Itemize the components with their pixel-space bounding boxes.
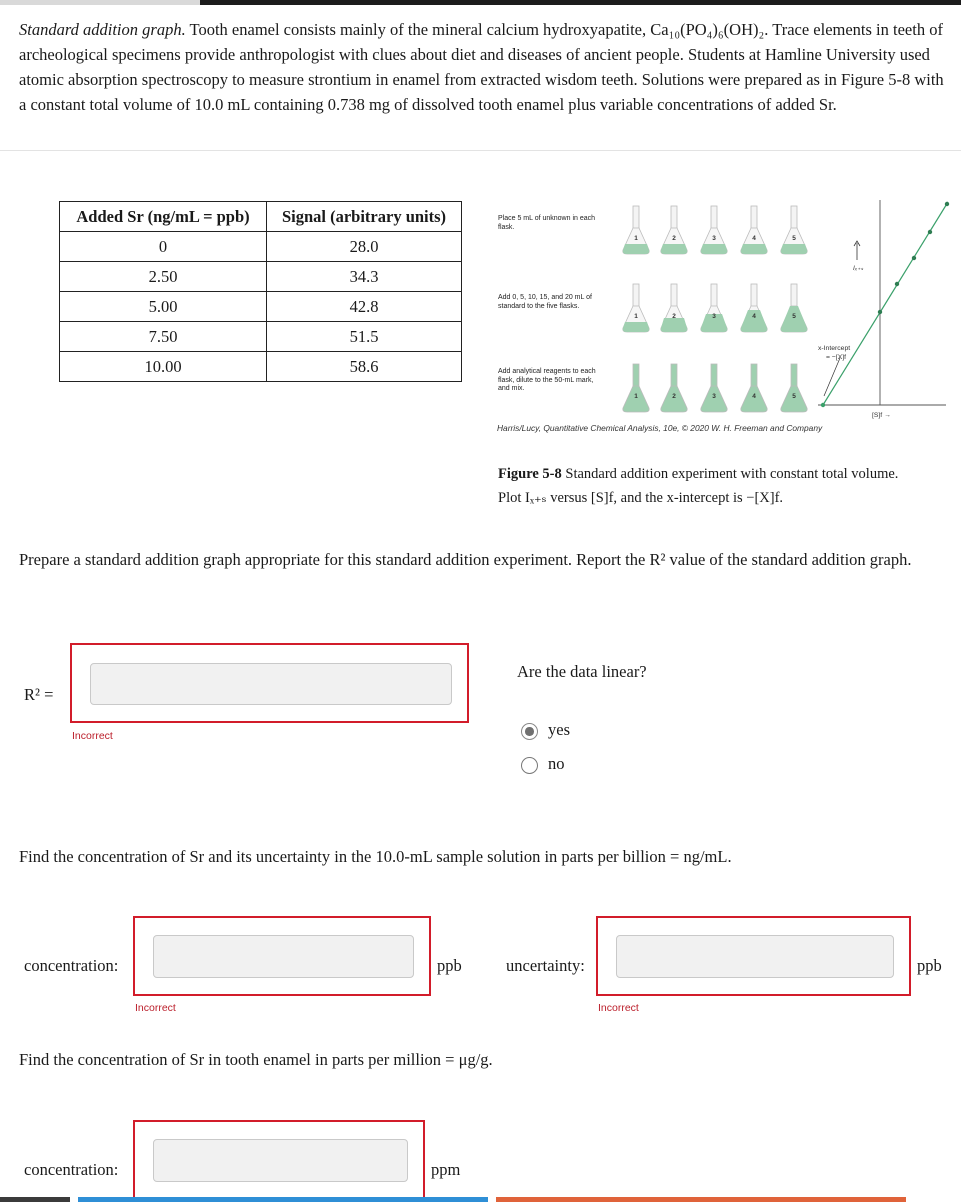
flask-label: 3: [712, 393, 716, 400]
concentration-ppm-unit: ppm: [431, 1160, 461, 1179]
flask-row-1: [623, 206, 807, 254]
graph-point: [895, 282, 899, 286]
figure-step-3: Add analytical reagents to each flask, dilute to the 50-mL mark, and mix.: [498, 368, 596, 392]
flask-label: 2: [672, 235, 676, 242]
flask-label: 5: [792, 235, 796, 242]
concentration-ppb-label: concentration:: [24, 956, 119, 975]
table-cell: 34.3: [267, 262, 462, 292]
r2-status: Incorrect: [72, 730, 113, 742]
caption-text: Standard addition experiment with constant total volume.: [561, 466, 899, 482]
flask-label: 3: [712, 313, 716, 320]
caption-title: Figure 5-8: [498, 466, 562, 482]
table-row: [60, 322, 462, 352]
table-cell: 28.0: [267, 232, 462, 262]
r2-answer-box: [70, 643, 469, 723]
radio-yes[interactable]: [521, 723, 538, 740]
figure-drawing: [496, 188, 956, 428]
concentration-ppb-answer-box: [133, 916, 431, 996]
top-bar: [0, 0, 961, 5]
bottom-bar-dark: [0, 1197, 70, 1202]
flask-label: 4: [752, 235, 756, 242]
uncertainty-answer-box: [596, 916, 911, 996]
concentration-ppm-input[interactable]: [153, 1139, 408, 1182]
standard-addition-graph: [818, 200, 949, 419]
table-row: [60, 292, 462, 322]
bottom-bar-blue: [78, 1197, 488, 1202]
table-cell: 51.5: [267, 322, 462, 352]
concentration-ppb-status: Incorrect: [135, 1002, 176, 1014]
flask-label: 5: [792, 313, 796, 320]
linear-question: Are the data linear?: [517, 662, 647, 681]
table-cell: 2.50: [60, 262, 267, 292]
radio-no[interactable]: [521, 757, 538, 774]
uncertainty-input[interactable]: [616, 935, 894, 978]
table-cell: 42.8: [267, 292, 462, 322]
graph-point: [928, 230, 932, 234]
table-header-row: [60, 202, 462, 232]
flask-label: 3: [712, 235, 716, 242]
graph-point: [945, 202, 949, 206]
graph-point: [912, 256, 916, 260]
concentration-ppb-unit: ppb: [437, 956, 462, 975]
question-r2: Prepare a standard addition graph appropriate for this standard addition experiment. Report the R² value of the standard addition graph.: [19, 550, 912, 569]
figure-caption: [498, 462, 938, 510]
flask-label: 1: [634, 235, 638, 242]
graph-y-label: Iₓ₊ₛ: [853, 265, 864, 272]
flask-label: 5: [792, 393, 796, 400]
flask-row-3: [623, 364, 807, 412]
bottom-bar-orange: [496, 1197, 906, 1202]
graph-point: [878, 310, 882, 314]
table-header: Signal (arbitrary units): [267, 202, 462, 232]
concentration-ppb-input[interactable]: [153, 935, 414, 978]
graph-intercept-point: [821, 403, 825, 407]
caption-line2: Plot Iₓ₊ₛ versus [S]f, and the x-intercept is −[X]f.: [498, 490, 784, 506]
table-row: [60, 352, 462, 382]
graph-intercept-value: = −[X]f: [826, 354, 847, 361]
uncertainty-status: Incorrect: [598, 1002, 639, 1014]
problem-statement: [19, 17, 944, 117]
flask-label: 4: [752, 313, 756, 320]
uncertainty-label: uncertainty:: [506, 956, 585, 975]
graph-intercept-label: x-Intercept: [818, 345, 851, 352]
table-cell: 5.00: [60, 292, 267, 322]
figure-credit: Harris/Lucy, Quantitative Chemical Analysis, 10e, © 2020 W. H. Freeman and Company: [497, 423, 823, 433]
problem-lead: Standard addition graph.: [19, 20, 186, 39]
divider: [0, 150, 961, 151]
r2-label: R² =: [24, 685, 54, 704]
concentration-ppm-answer-box: [133, 1120, 425, 1202]
table-row: [60, 262, 462, 292]
r2-input[interactable]: [90, 663, 452, 705]
flask-label: 2: [672, 393, 676, 400]
table-cell: 10.00: [60, 352, 267, 382]
flask-label: 2: [672, 313, 676, 320]
question-sample-concentration: Find the concentration of Sr and its uncertainty in the 10.0-mL sample solution in parts per billion = ng/mL.: [19, 847, 732, 866]
flask-label: 1: [634, 313, 638, 320]
table-header: Added Sr (ng/mL = ppb): [60, 202, 267, 232]
radio-no-label[interactable]: no: [548, 754, 565, 773]
flask-label: 1: [634, 393, 638, 400]
question-enamel-concentration: Find the concentration of Sr in tooth enamel in parts per million = μg/g.: [19, 1050, 493, 1069]
graph-x-label: [S]f →: [872, 412, 891, 419]
figure-5-8: [496, 188, 956, 448]
figure-step-2: Add 0, 5, 10, 15, and 20 mL of standard to the five flasks.: [498, 294, 592, 310]
data-table: [59, 201, 462, 382]
table-cell: 0: [60, 232, 267, 262]
uncertainty-unit: ppb: [917, 956, 942, 975]
table-row: [60, 232, 462, 262]
figure-step-1: Place 5 mL of unknown in each flask.: [498, 215, 596, 231]
concentration-ppm-label: concentration:: [24, 1160, 119, 1179]
problem-body: Tooth enamel consists mainly of the mineral calcium hydroxyapatite, Ca₁₀(PO₄)₆(OH)₂. Trace elements in teeth of archeological specimens provide anthropologist with clues about diet and diseases of ancient people. Students at Hamline University used atomic absorption spectroscopy to measure strontium in enamel from extracted wisdom teeth. Solutions were prepared as in Figure 5-8 with a constant total volume of 10.0 mL containing 0.738 mg of dissolved tooth enamel plus variable concentrations of added Sr.: [19, 20, 944, 114]
table-cell: 58.6: [267, 352, 462, 382]
flask-row-2: [623, 284, 807, 332]
table-cell: 7.50: [60, 322, 267, 352]
flask-label: 4: [752, 393, 756, 400]
radio-yes-label[interactable]: yes: [548, 720, 570, 739]
